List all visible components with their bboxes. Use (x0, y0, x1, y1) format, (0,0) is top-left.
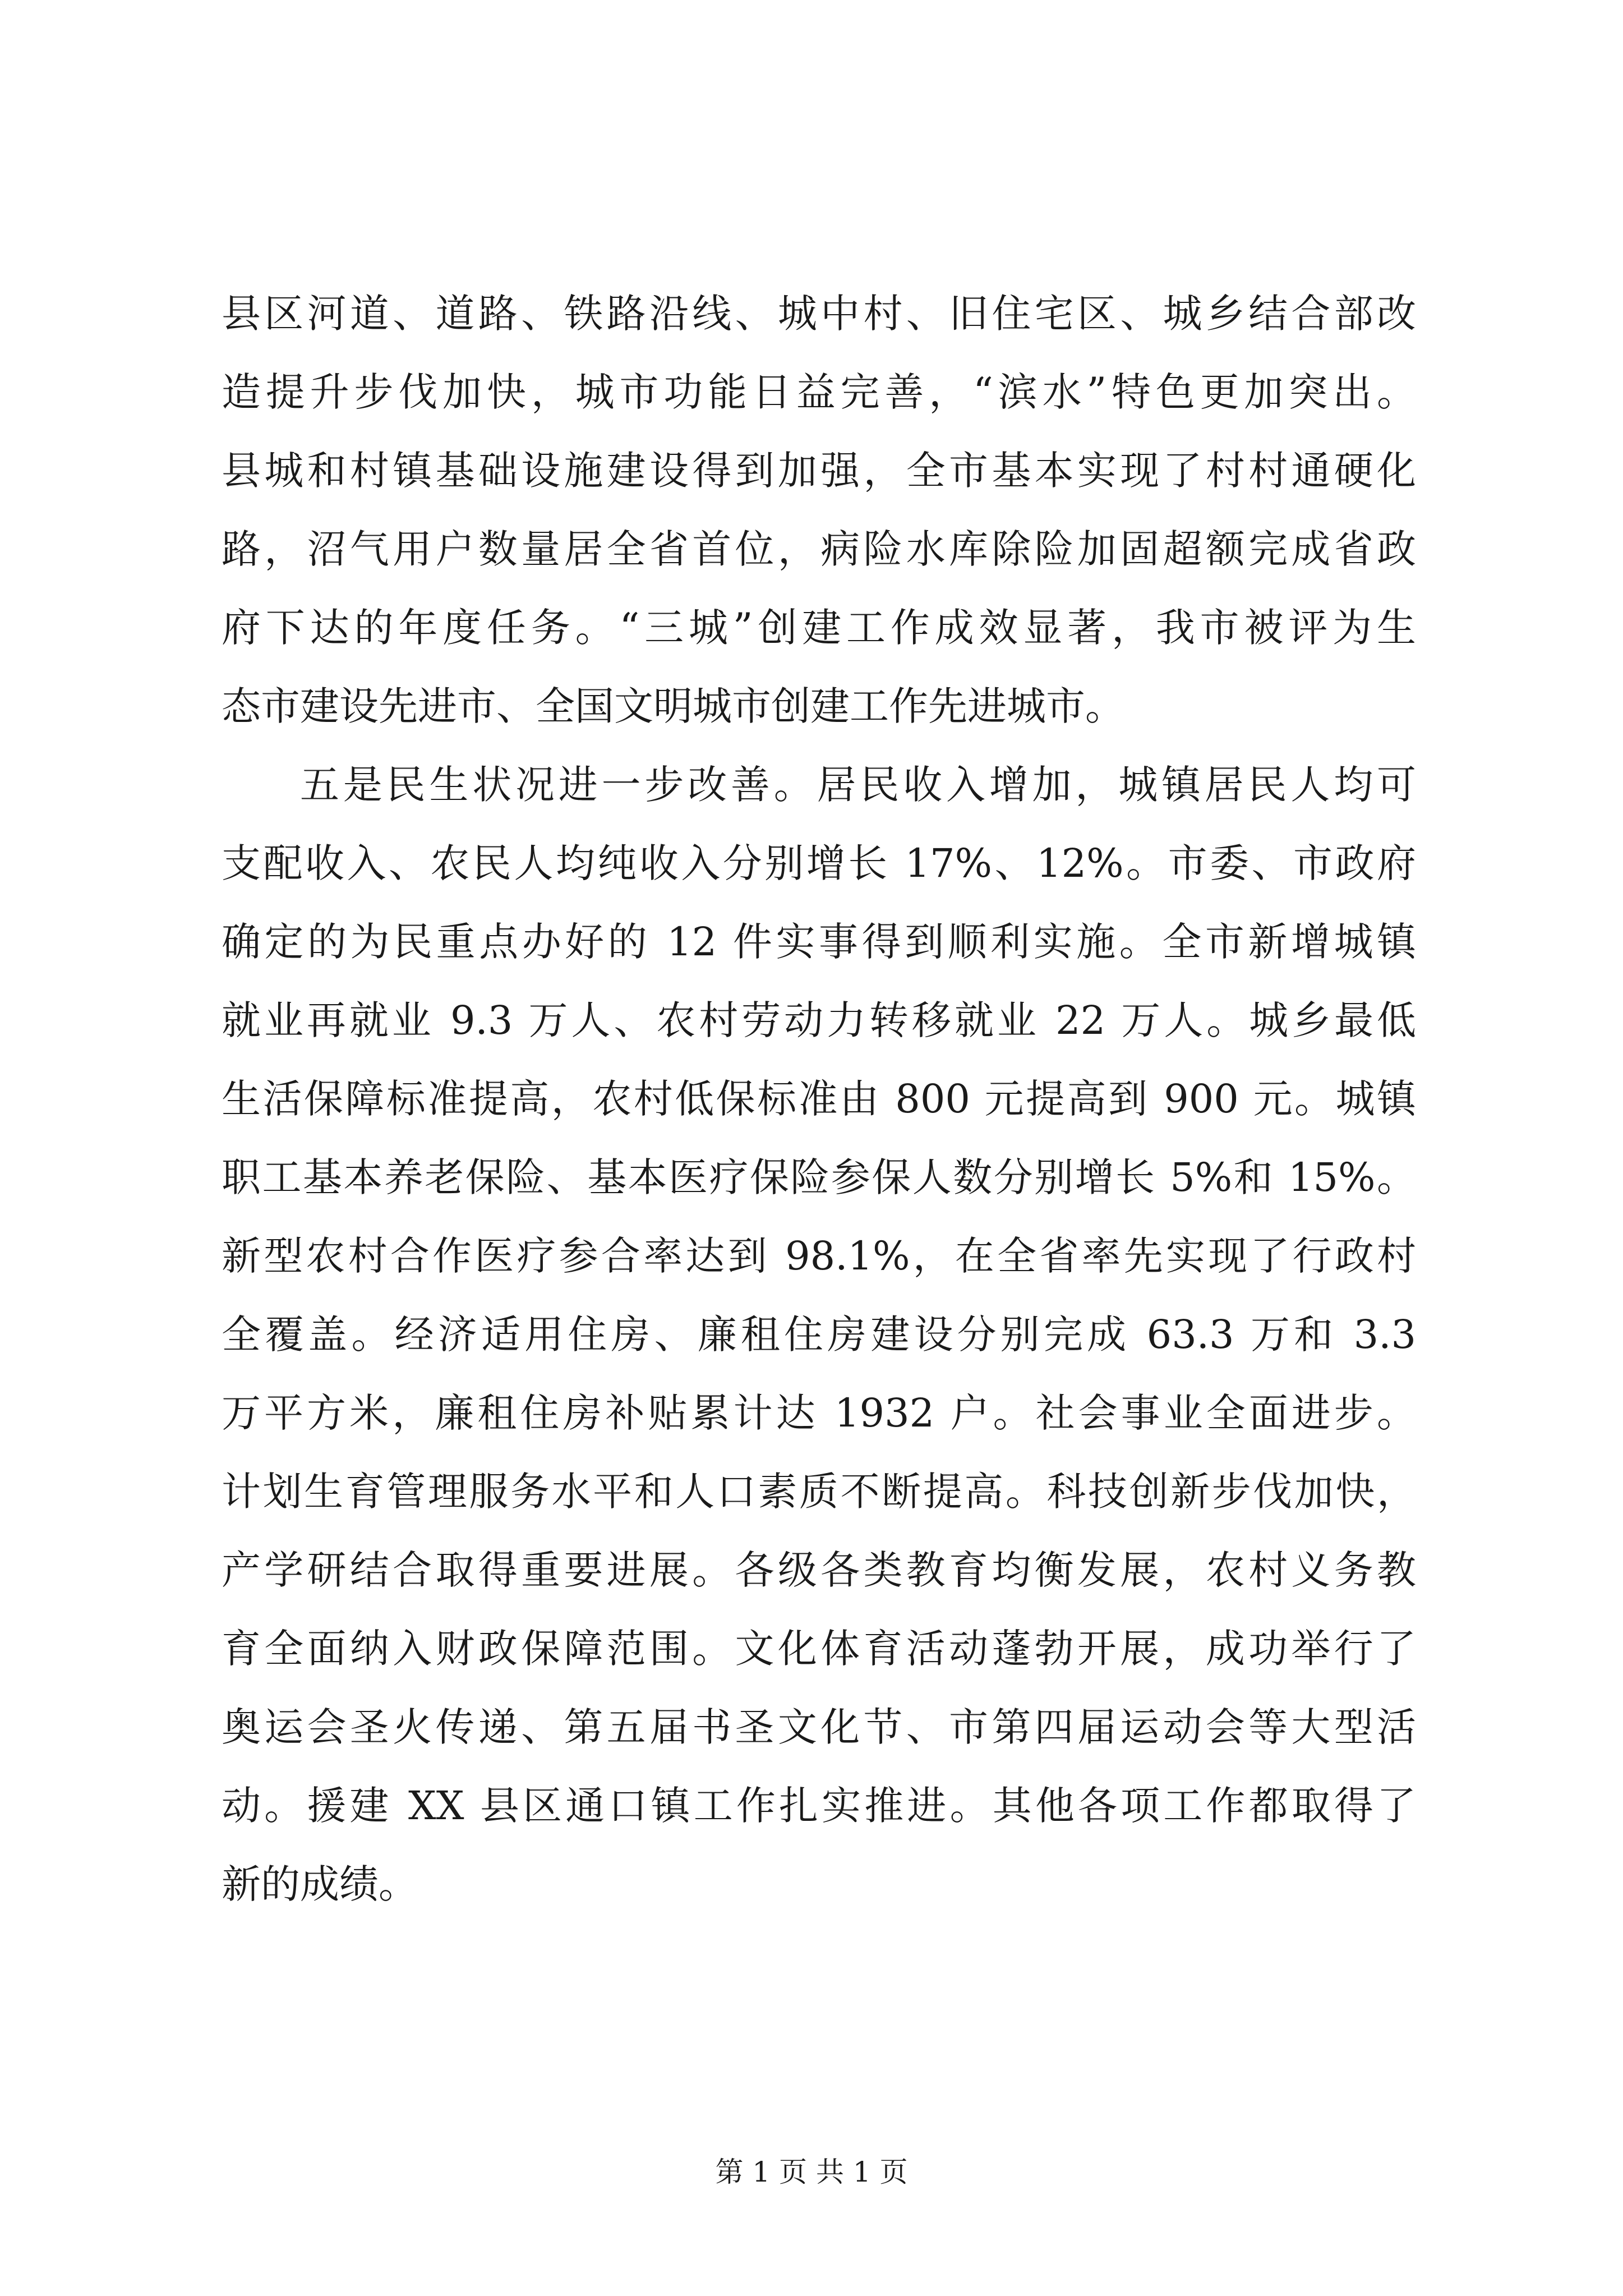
text-line: 动。援建 XX 县区通口镇工作扎实推进。其他各项工作都取得了 (222, 1783, 1416, 1829)
text-line: 计划生育管理服务水平和人口素质不断提高。科技创新步伐加快， (222, 1469, 1416, 1515)
text-line: 县区河道、道路、铁路沿线、城中村、旧住宅区、城乡结合部改 (222, 291, 1416, 337)
text-line: 府下达的年度任务。“三城”创建工作成效显著，我市被评为生 (222, 605, 1416, 651)
text-line: 态市建设先进市、全国文明城市创建工作先进城市。 (222, 683, 1124, 729)
text-line: 造提升步伐加快，城市功能日益完善，“滨水”特色更加突出。 (222, 369, 1416, 415)
text-line: 万平方米，廉租住房补贴累计达 1932 户。社会事业全面进步。 (222, 1390, 1416, 1436)
body-text (222, 292, 1416, 1941)
text-line: 育全面纳入财政保障范围。文化体育活动蓬勃开展，成功举行了 (222, 1626, 1416, 1672)
text-line: 全覆盖。经济适用住房、廉租住房建设分别完成 63.3 万和 3.3 (222, 1312, 1416, 1358)
text-line: 奥运会圣火传递、第五届书圣文化节、市第四届运动会等大型活 (222, 1704, 1416, 1750)
text-line: 职工基本养老保险、基本医疗保险参保人数分别增长 5%和 15%。 (222, 1154, 1416, 1200)
text-line: 县城和村镇基础设施建设得到加强，全市基本实现了村村通硬化 (222, 448, 1416, 494)
text-line: 新型农村合作医疗参合率达到 98.1%，在全省率先实现了行政村 (222, 1233, 1416, 1279)
text-line: 生活保障标准提高，农村低保标准由 800 元提高到 900 元。城镇 (222, 1076, 1416, 1122)
text-line: 路，沼气用户数量居全省首位，病险水库除险加固超额完成省政 (222, 526, 1416, 572)
text-line: 新的成绩。 (222, 1861, 418, 1907)
text-line: 产学研结合取得重要进展。各级各类教育均衡发展，农村义务教 (222, 1547, 1416, 1593)
paragraph-start-line: 五是民生状况进一步改善。居民收入增加，城镇居民人均可 (300, 762, 1416, 808)
page-number-footer: 第 1 页 共 1 页 (715, 2156, 908, 2188)
text-line: 支配收入、农民人均纯收入分别增长 17%、12%。市委、市政府 (222, 840, 1416, 886)
text-line: 就业再就业 9.3 万人、农村劳动力转移就业 22 万人。城乡最低 (222, 997, 1416, 1043)
text-line: 确定的为民重点办好的 12 件实事得到顺利实施。全市新增城镇 (222, 919, 1416, 965)
